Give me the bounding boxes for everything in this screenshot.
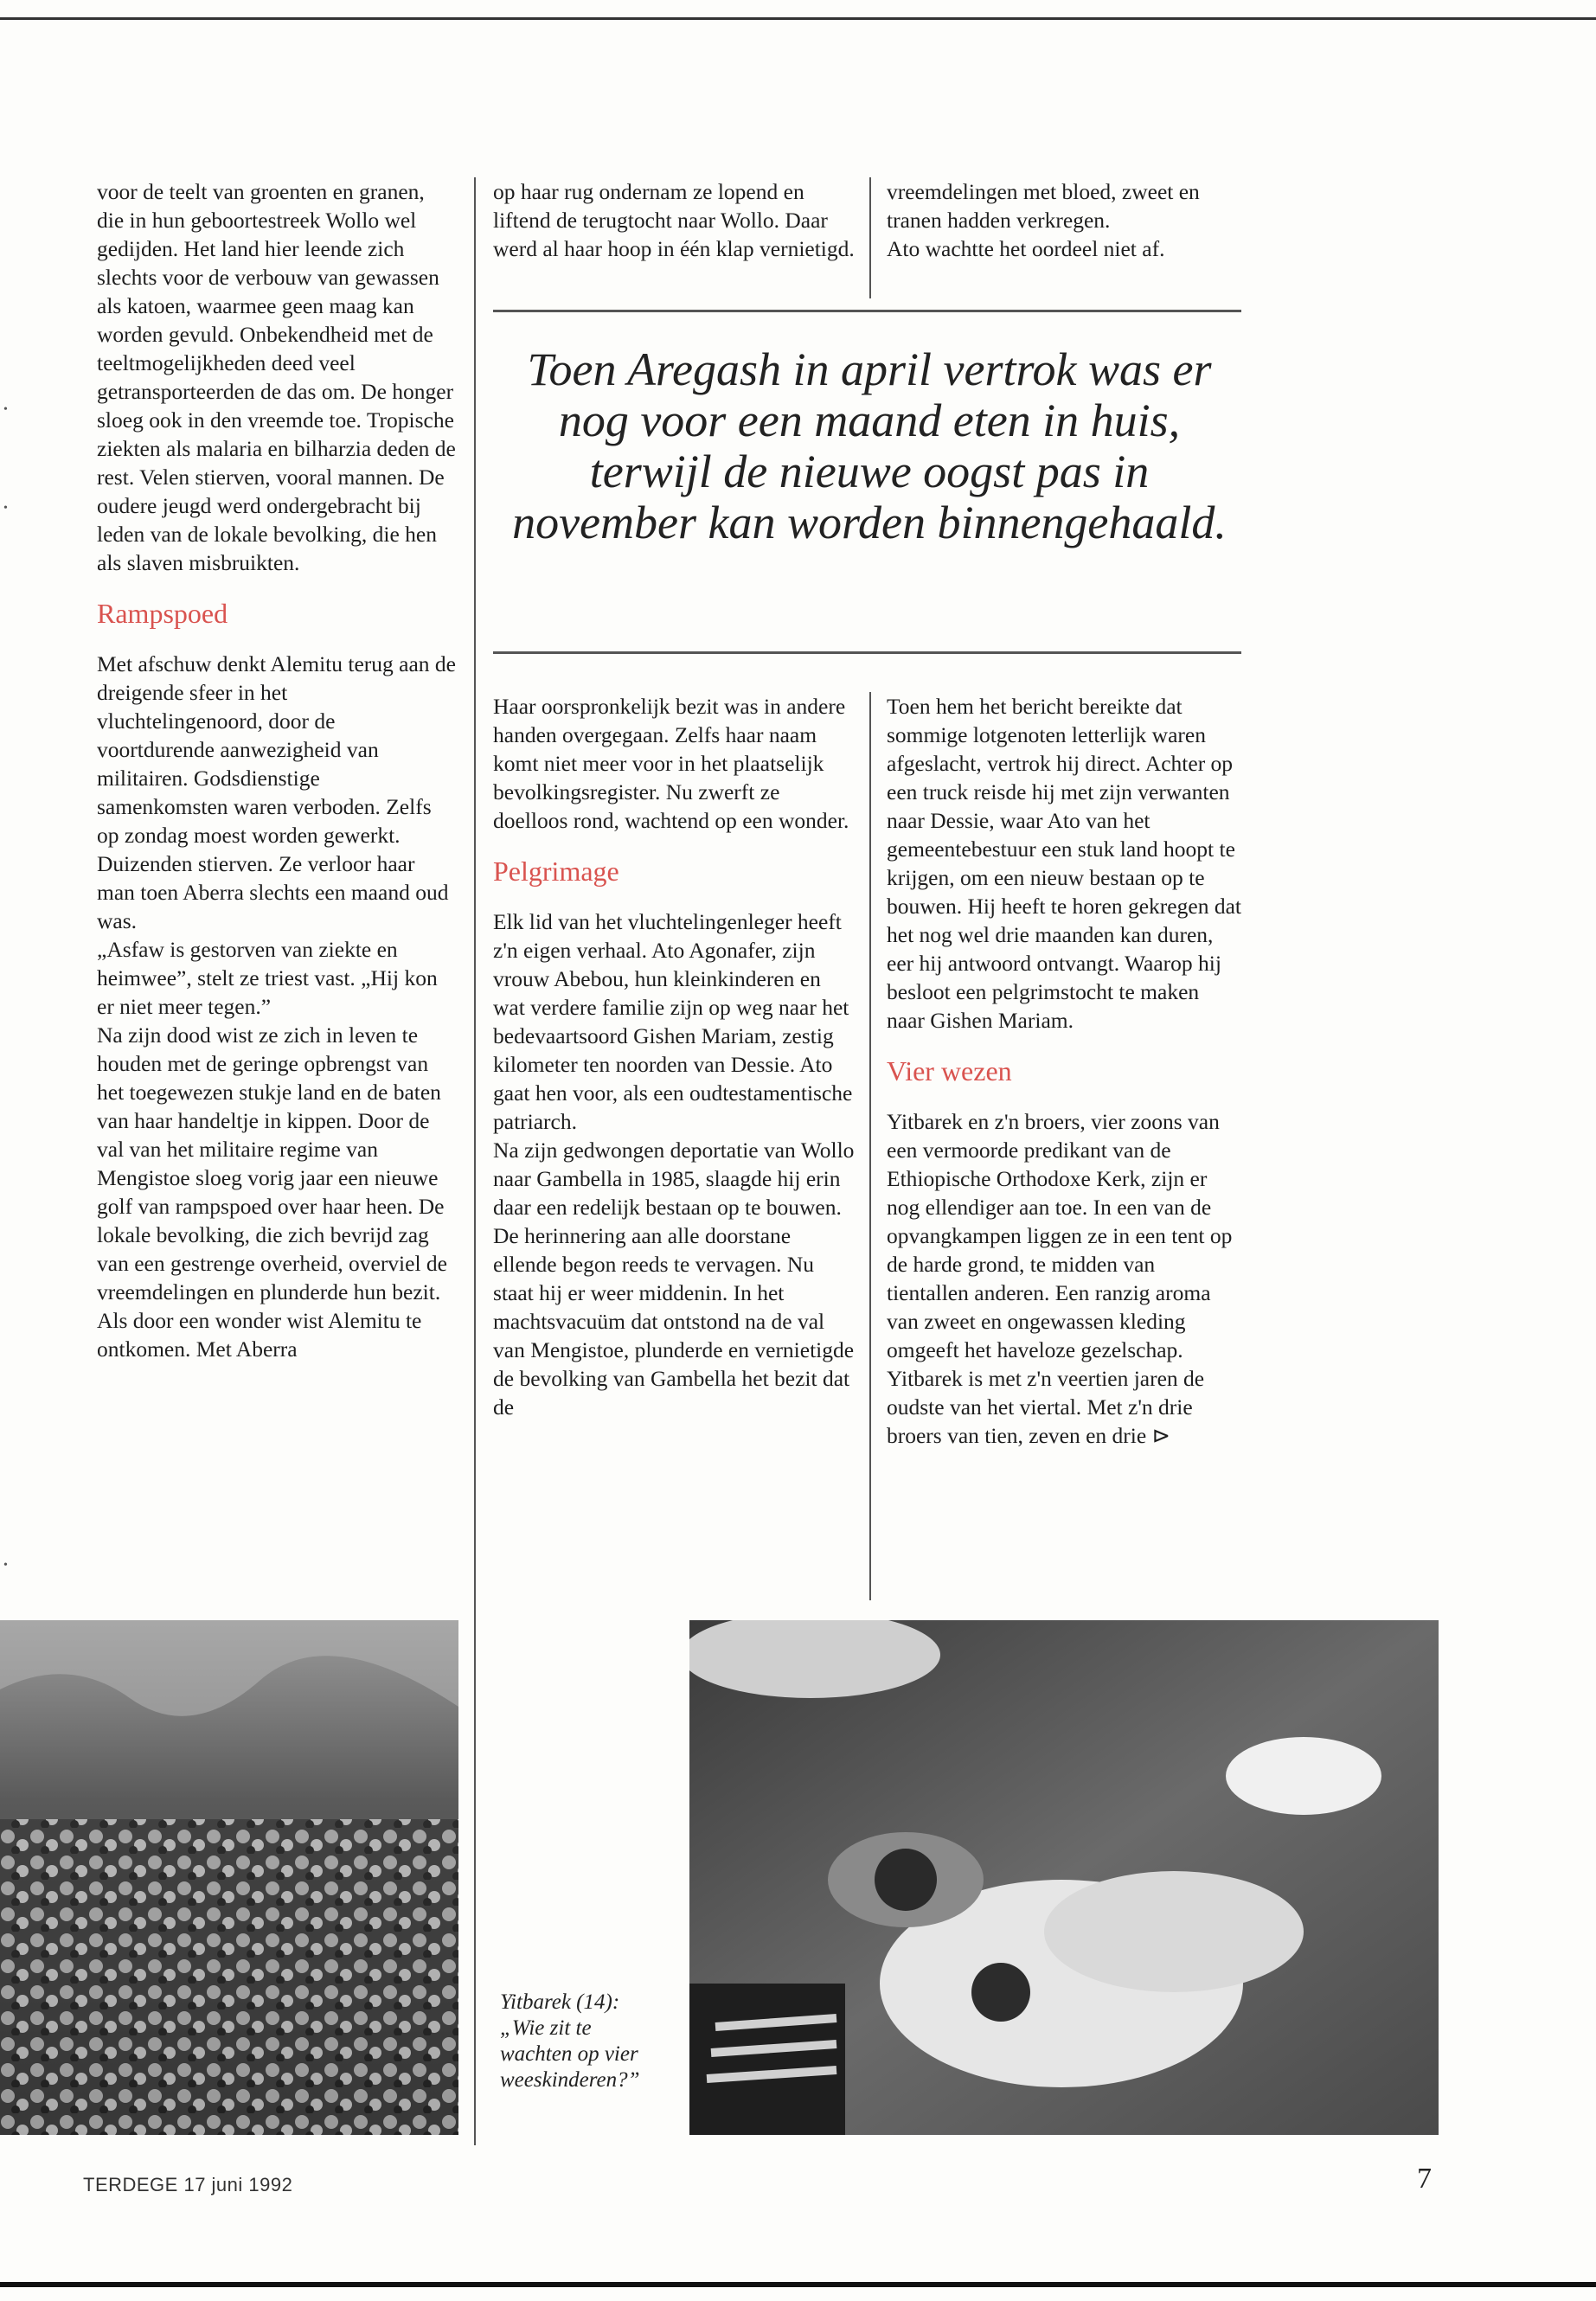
col3-top-paragraph-1: vreemdelingen met bloed, zweet en tranen hadden verkregen. [887,179,1200,233]
margin-mark-3: • [3,1559,8,1572]
col1-paragraph-3: „Asfaw is gestorven van ziekte en heimwee”, stelt ze triest vast. „Hij kon er niet meer tegen.” [97,937,438,1019]
column-divider-2-bottom [869,692,871,1600]
crowd-photo-image [0,1620,458,2135]
col3-paragraph-2: Yitbarek en z'n broers, vier zoons van een vermoorde predikant van de Ethiopische Orthodoxe Kerk, zijn er nog ellendiger aan toe. In een van de opvangkampen liggen ze in een tent op de harde grond, te midden van tientallen anderen. Een ranzig aroma van zweet en ongewassen kleding omgeeft het haveloze gezelschap. Yitbarek is met z'n veertien jaren de oudste van het viertal. Met z'n drie broers van tien, zeven en drie ⊳ [887,1109,1233,1448]
column-3-bottom [887,692,1241,1450]
column-2-top [493,177,856,263]
footer-publication: TERDEGE 17 juni 1992 [83,2174,293,2195]
photo-caption: Yitbarek (14): „Wie zit te wachten op vier weeskinderen?” [500,1990,640,2092]
col2-paragraph-3: Na zijn gedwongen deportatie van Wollo naar Gambella in 1985, slaagde hij erin daar een redelijk bestaan op te bouwen. De herinnering aan alle doorstane ellende begon reeds te vervagen. Nu staat hij er weer middenin. In het machtsvacuüm dat ontstond na de val van Mengistoe, plunderde en vernietigde de bevolking van Gambella het bezit dat de [493,1138,855,1420]
col3-paragraph-1: Toen hem het bericht bereikte dat sommige lotgenoten letterlijk waren afgeslacht, vertrok hij direct. Achter op een truck reisde hij met zijn verwanten naar Dessie, waar Ato van het gemeentebestuur een stuk land hoopt te krijgen, om een nieuw bestaan op te bouwen. Hij heeft te horen gekregen dat het nog wel drie maanden kan duren, eer hij antwoord ontvangt. Waarop hij besloot een pelgrimstocht te maken naar Gishen Mariam. [887,694,1241,1033]
pullquote: Toen Aregash in april vertrok was er nog voor een maand eten in huis, terwijl de nieuwe oogst pas in november kan worden binnengehaald. [512,343,1227,548]
column-divider-2-top [869,177,871,298]
column-2-bottom [493,692,856,1421]
pullquote-bottom-rule [493,651,1241,654]
col2-paragraph-2: Elk lid van het vluchtelingenleger heeft z'n eigen verhaal. Ato Agonafer, zijn vrouw Abebou, hun kleinkinderen en wat verdere familie zijn op weg naar het bedevaartsoord Gishen Mariam, zestig kilometer ten noorden van Dessie. Ato gaat hen voor, als een oudtestamentische patriarch. [493,909,853,1134]
column-3-top [887,177,1237,263]
margin-mark-2: • [3,502,8,515]
pullquote-top-rule [493,310,1241,312]
bottom-rule [0,2282,1596,2287]
top-rule [0,17,1596,20]
margin-mark-1: • [3,403,8,416]
children-photo-image [689,1620,1439,2135]
heading-vier-wezen: Vier wezen [887,1055,1012,1086]
page-number: 7 [1417,2163,1432,2195]
column-1 [97,177,456,1363]
col2-top-paragraph: op haar rug ondernam ze lopend en liftend de terugtocht naar Wollo. Daar werd al haar hoop in één klap vernietigd. [493,179,855,261]
col3-top-paragraph-2: Ato wachtte het oordeel niet af. [887,236,1165,261]
heading-rampspoed: Rampspoed [97,598,228,629]
children-photo [689,1620,1439,2135]
col2-paragraph-1: Haar oorspronkelijk bezit was in andere handen overgegaan. Zelfs haar naam komt niet meer voor in het plaatselijk bevolkingsregister. Nu zwerft ze doelloos rond, wachtend op een wonder. [493,694,849,833]
heading-pelgrimage: Pelgrimage [493,856,619,887]
caption-divider [474,1990,476,2145]
col1-paragraph-4: Na zijn dood wist ze zich in leven te houden met de geringe opbrengst van het toegewezen stukje land en de baten van haar handeltje in kippen. Door de val van het militaire regime van Mengistoe sloeg vorig jaar een nieuwe golf van rampspoed over haar heen. De lokale bevolking, die zich bevrijd zag van een gestrenge overheid, overviel de vreemdelingen en plunderde hun bezit. [97,1022,447,1304]
col1-paragraph-1: voor de teelt van groenten en granen, die in hun geboortestreek Wollo wel gedijden. Het land hier leende zich slechts voor de verbouw van gewassen als katoen, waarmee geen maag kan worden gevuld. Onbekendheid met de teeltmogelijkheden deed veel getransporteerden de das om. De honger sloeg ook in den vreemde toe. Tropische ziekten als malaria en bilharzia deden de rest. Velen stierven, vooral mannen. De oudere jeugd werd ondergebracht bij leden van de lokale bevolking, die hen als slaven misbruikten. [97,179,456,575]
column-divider-1 [474,177,476,2145]
col1-paragraph-2: Met afschuw denkt Alemitu terug aan de dreigende sfeer in het vluchtelingenoord, door de voortdurende aanwezigheid van militairen. Godsdienstige samenkomsten waren verboden. Zelfs op zondag moest worden gewerkt. Duizenden stierven. Ze verloor haar man toen Aberra slechts een maand oud was. [97,651,456,933]
col1-paragraph-5: Als door een wonder wist Alemitu te ontkomen. Met Aberra [97,1308,422,1362]
crowd-photo [0,1620,458,2135]
